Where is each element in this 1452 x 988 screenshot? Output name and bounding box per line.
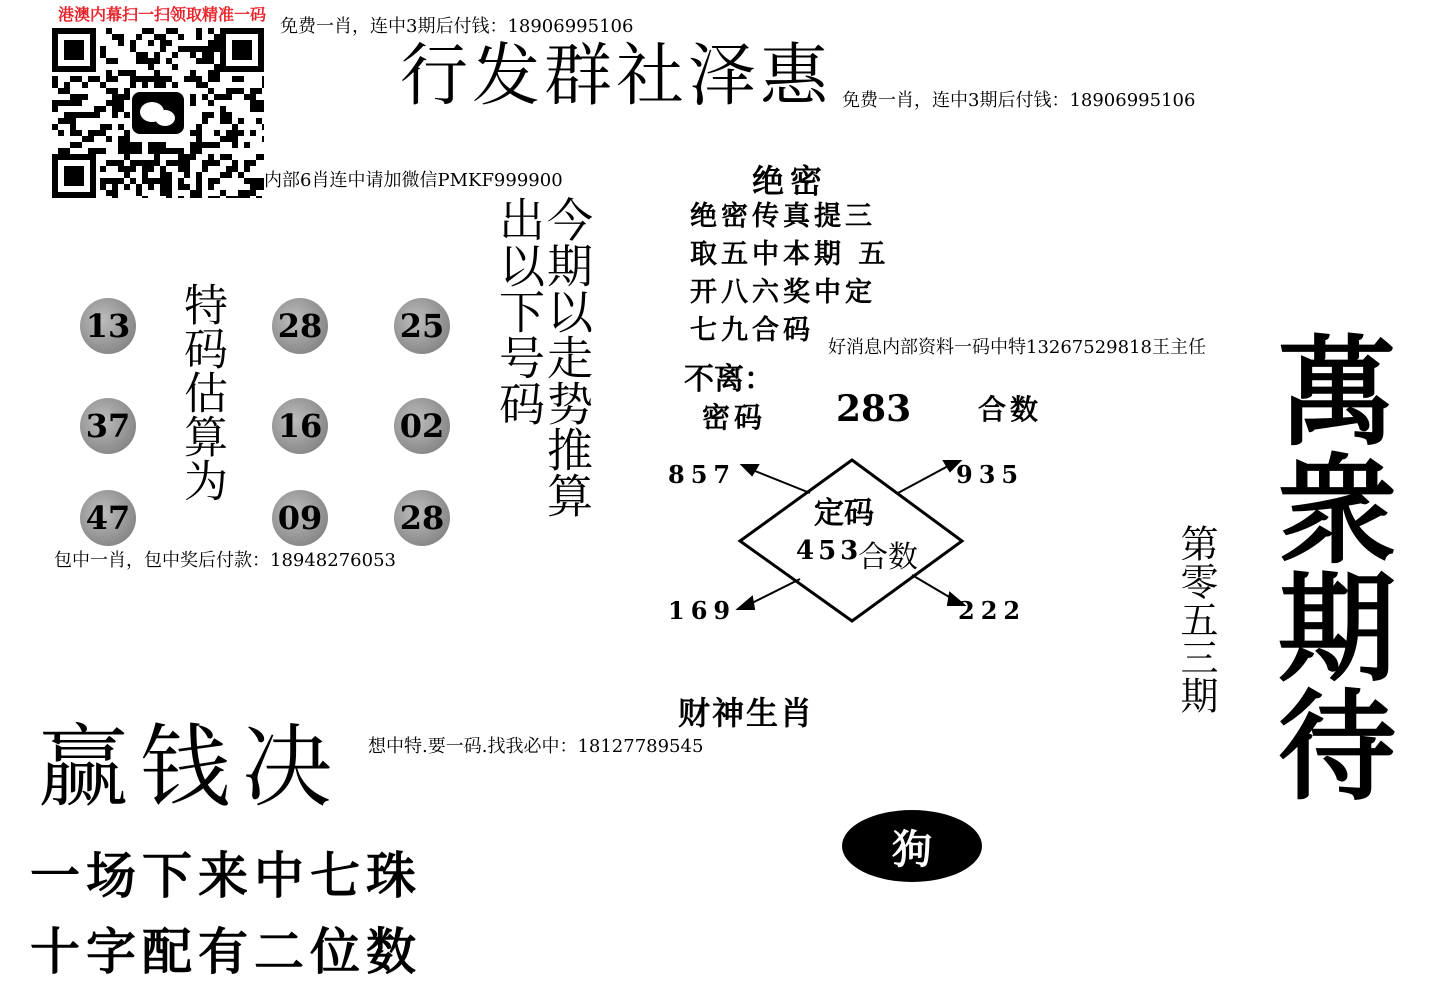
buli-label: 不离：	[684, 362, 774, 397]
win-line-2: 十字配有二位数	[30, 923, 422, 981]
sum-label: 合数	[978, 393, 1043, 426]
fixed-code-number: 453	[796, 536, 863, 566]
ball-number: 09	[272, 490, 328, 546]
ball-number: 37	[80, 398, 136, 454]
page-title: 行发群社泽惠	[400, 37, 833, 116]
trend-column-2: 出以下号码	[492, 196, 546, 426]
ad-free-zodiac-right: 免费一肖，连中3期后付钱：18906995106	[842, 90, 1196, 111]
banner-text: 港澳内幕扫一扫领取精准一码	[58, 5, 267, 24]
ball-number: 47	[80, 490, 136, 546]
secret-line: 绝密传真提三	[690, 201, 876, 232]
animal-label: 狗	[892, 826, 932, 873]
qr-code-icon	[52, 28, 264, 198]
big-slogan: 萬衆期待	[1258, 330, 1397, 802]
diamond-top-left-number: 857	[668, 460, 737, 489]
trend-column-1: 今期以走势推算	[540, 196, 594, 518]
animal-badge	[842, 810, 982, 882]
secret-line: 取五中本期 五	[690, 239, 890, 270]
ball-number: 28	[394, 490, 450, 546]
secret-line: 开八六奖中定	[690, 277, 876, 308]
win-line-1: 一场下来中七珠	[30, 847, 422, 905]
code-label: 密码	[702, 401, 767, 434]
diamond-bottom-right-number: 222	[958, 596, 1027, 625]
ad-wechat: 内部6肖连中请加微信PMKF999900	[264, 170, 563, 191]
diamond-bottom-left-number: 169	[668, 596, 737, 625]
ball-number: 25	[394, 298, 450, 354]
issue-label: 第零五三期	[1174, 524, 1218, 714]
arrow-bottom-left	[748, 579, 800, 605]
arrow-head	[742, 465, 758, 475]
ad-pay-after: 包中一肖，包中奖后付款：18948276053	[54, 550, 396, 571]
ad-want-code: 想中特.要一码.找我必中：18127789545	[368, 736, 704, 757]
ad-free-zodiac-top: 免费一肖，连中3期后付钱：18906995106	[280, 16, 634, 37]
qr-code[interactable]	[52, 28, 264, 198]
ball-number: 28	[272, 298, 328, 354]
arrow-top-left	[750, 469, 810, 493]
fixed-code-sum: 合数	[858, 540, 918, 575]
win-title: 赢钱决	[38, 715, 344, 820]
arrow-head	[738, 597, 754, 609]
secret-heading: 绝密	[752, 162, 829, 200]
ball-number: 13	[80, 298, 136, 354]
ball-number: 02	[394, 398, 450, 454]
arrow-top-right	[898, 465, 950, 493]
special-code-label: 特码估算为	[176, 282, 227, 502]
code-value: 283	[836, 388, 912, 430]
ad-good-news: 好消息内部资料一码中特13267529818王主任	[828, 337, 1206, 358]
fixed-code-label: 定码	[814, 496, 874, 531]
ball-number: 16	[272, 398, 328, 454]
diamond-top-right-number: 935	[956, 460, 1025, 489]
caishen-label: 财神生肖	[678, 694, 815, 732]
secret-line: 七九合码	[690, 315, 814, 346]
